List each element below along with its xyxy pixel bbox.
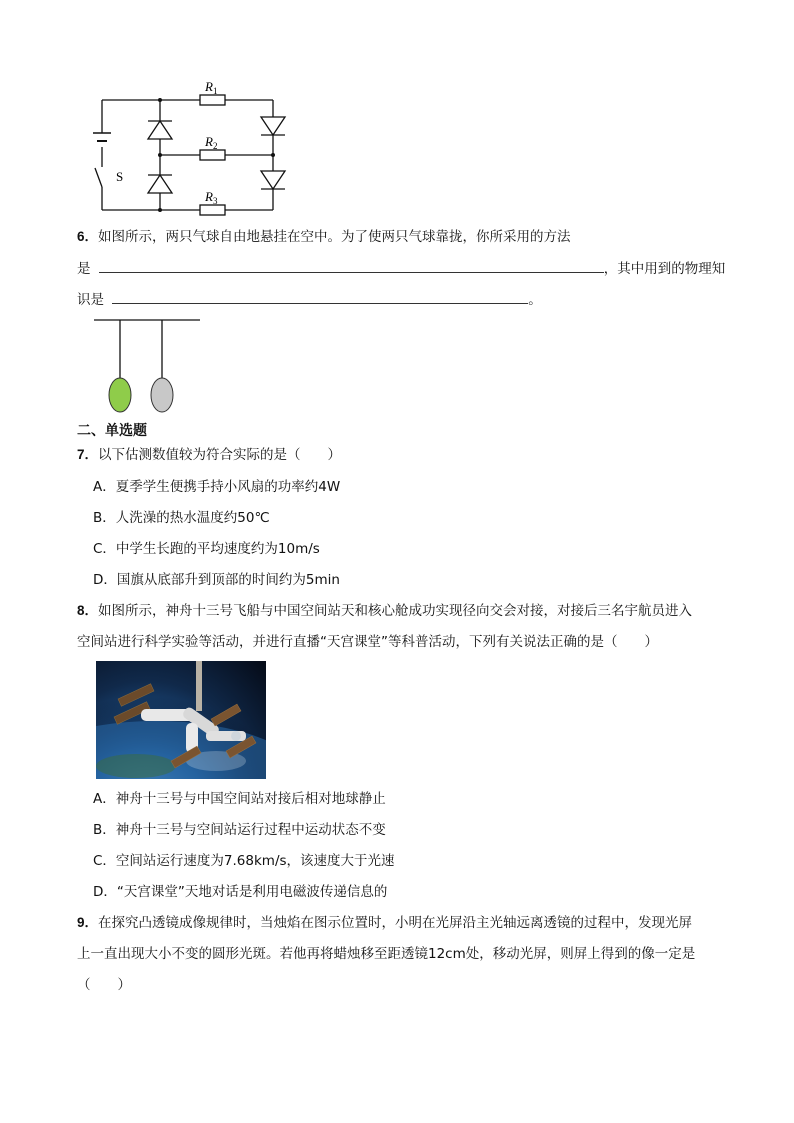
q6-method-blank[interactable] [99,258,604,273]
diode-right-bottom [261,171,285,189]
q9-stem-line3: （ ） [77,977,131,993]
q8-option-b[interactable]: B．神舟十三号与空间站运行过程中运动状态不变 [93,822,386,838]
q7-text: 以下估测数值较为符合实际的是（ ） [98,447,342,463]
q9-text-line1: 在探究凸透镜成像规律时，当烛焰在图示位置时，小明在光屏沿主光轴远离透镜的过程中，发现光屏 [98,915,693,931]
q7-option-d[interactable]: D．国旗从底部升到顶部的时间约为5min [93,572,340,588]
q8-text-line1: 如图所示，神舟十三号飞船与中国空间站天和核心舱成功实现径向交会对接，对接后三名宇航员进入 [98,603,693,619]
q6-line1 [77,227,571,247]
q6-knowledge-blank[interactable] [112,289,528,304]
q6-line3-prefix: 识是 [77,292,104,308]
resistor-r3 [200,205,225,215]
q8-number: 8． [77,603,99,618]
q6-line3-suffix: 。 [528,292,542,308]
q6-line2-suffix: ，其中用到的物理知 [603,261,726,277]
q8-option-d[interactable]: D．“天宫课堂”天地对话是利用电磁波传递信息的 [93,884,388,900]
resistor-r1 [200,95,225,105]
q8-option-a[interactable]: A．神舟十三号与中国空间站对接后相对地球静止 [93,791,386,807]
balloons-figure [90,316,205,416]
q7-number: 7． [77,447,99,462]
r1-label: $R_1$ [205,79,218,96]
q8-stem-line2: 空间站进行科学实验等活动，并进行直播“天宫课堂”等科普活动，下列有关说法正确的是（ ） [77,634,658,650]
q9-number: 9． [77,915,99,930]
q9-stem-line1 [77,913,692,933]
q7-stem [77,445,341,465]
r2-label: $R_2$ [205,134,218,151]
space-station-photo [96,661,266,779]
switch-label: S [116,169,124,184]
section-title: 二、单选题 [77,423,147,439]
resistor-r2 [200,150,225,160]
diode-left-top [148,121,172,139]
q8-option-c[interactable]: C．空间站运行速度为7.68km/s，该速度大于光速 [93,853,395,869]
balloon-left [109,378,131,412]
q6-line2 [77,258,725,279]
q6-line3 [77,289,542,310]
q6-line2-prefix: 是 [77,261,91,277]
circuit-diagram [90,75,290,220]
balloon-right [151,378,173,412]
q7-option-c[interactable]: C．中学生长跑的平均速度约为10m/s [93,541,320,557]
diode-right-top [261,117,285,135]
diode-left-bottom [148,175,172,193]
q6-number: 6． [77,229,99,244]
q7-option-b[interactable]: B．人洗澡的热水温度约50℃ [93,510,270,526]
q6-text: 如图所示，两只气球自由地悬挂在空中。为了使两只气球靠拢，你所采用的方法 [98,229,571,245]
r3-label: $R_3$ [205,189,218,206]
q7-option-a[interactable]: A．夏季学生便携手持小风扇的功率约4W [93,479,341,495]
q9-stem-line2: 上一直出现大小不变的圆形光斑。若他再将蜡烛移至距透镜12cm处，移动光屏，则屏上得到的像一定是 [77,946,696,962]
q8-stem-line1 [77,601,692,621]
